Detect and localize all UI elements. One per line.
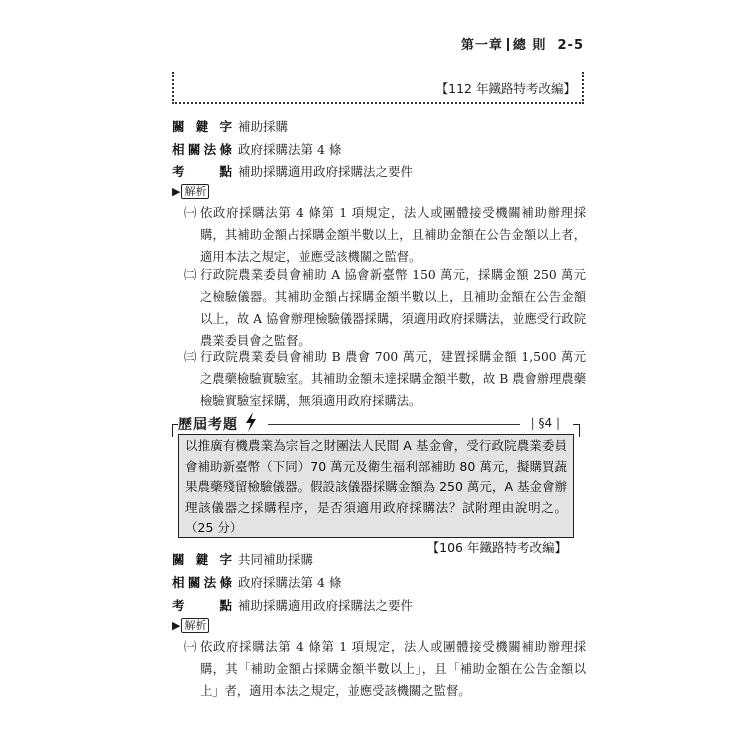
point-value: 補助採購適用政府採購法之要件: [238, 164, 414, 179]
point-row: [172, 596, 413, 614]
section-tag: | §4 |: [527, 416, 564, 430]
paragraph-text: 依政府採購法第 4 條第 1 項規定，法人或團體接受機關補助辦理採購，其「補助金額占採購金額半數以上」，且「補助金額在公告金額以上」者，適用本法之規定，並應受該機關之監督。: [200, 640, 586, 698]
triangle-icon: ▶: [172, 619, 181, 632]
keyword-row: [172, 550, 313, 568]
past-exam-title: 歷屆考題: [178, 414, 241, 434]
analysis-paragraph: [184, 264, 586, 352]
law-row: [172, 140, 341, 158]
law-value: 政府採購法第 4 條: [238, 142, 342, 157]
paragraph-text: 行政院農業委員會補助 B 農會 700 萬元，建置採購金額 1,500 萬元之農藥檢驗實驗室。其補助金額未達採購金額半數，故 B 農會辦理農藥檢驗實驗室採購，無須適用政府採購法。: [200, 350, 586, 408]
section-tag-text: §4: [538, 416, 553, 430]
analysis-heading: [172, 618, 209, 633]
analysis-paragraph: [184, 202, 586, 268]
previous-exam-box: [172, 72, 584, 104]
paragraph-number: ㈡: [184, 268, 197, 282]
frame-corner: [573, 424, 580, 437]
law-value: 政府採購法第 4 條: [238, 575, 342, 590]
analysis-badge: 解析: [181, 184, 209, 199]
frame-top-rule: [268, 424, 520, 425]
chapter-label: 第一章: [460, 38, 503, 53]
section-label: 總 則: [512, 38, 547, 53]
paragraph-number: ㈢: [184, 350, 197, 364]
paragraph-text: 行政院農業委員會補助 A 協會新臺幣 150 萬元，採購金額 250 萬元之檢驗儀器。其補助金額占採購金額半數以上，且補助金額在公告金額以上，故 A 協會辦理檢驗儀器採購，須適用政府採購法，並應受行政院農業委員會之監督。: [200, 268, 586, 348]
law-label: 相關法條: [172, 142, 232, 157]
keyword-row: [172, 117, 288, 135]
analysis-paragraph: [184, 636, 586, 702]
previous-exam-source: 【112 年鐵路特考改編】: [435, 81, 576, 96]
law-label: 相關法條: [172, 575, 232, 590]
paragraph-number: ㈠: [184, 640, 197, 654]
exam-question-text: 以推廣有機農業為宗旨之財團法人民間 A 基金會，受行政院農業委員會補助新臺幣（下同）70 萬元及衛生福利部補助 80 萬元，擬購買蔬果農藥殘留檢驗儀器。假設該儀器採購金額為 250 萬元，A 基金會辦理該儀器之採購程序，是否須適用政府採購法？試附理由說明之。（25 分）: [185, 438, 567, 535]
point-label: 考 點: [172, 164, 232, 179]
paragraph-text: 依政府採購法第 4 條第 1 項規定，法人或團體接受機關補助辦理採購，其補助金額占採購金額半數以上，且補助金額在公告金額以上者，適用本法之規定，並應受該機關之監督。: [200, 206, 586, 264]
keyword-label: 關鍵字: [172, 119, 232, 134]
page-header: [461, 34, 584, 53]
exam-question-panel: [178, 434, 574, 555]
exam-question-source: 【106 年鐵路特考改編】: [426, 539, 567, 555]
keyword-value: 共同補助採購: [238, 552, 314, 567]
analysis-heading: [172, 184, 209, 199]
past-exam-box: [172, 414, 580, 555]
header-divider: [507, 38, 509, 51]
keyword-value: 補助採購: [238, 119, 289, 134]
analysis-badge: 解析: [181, 618, 209, 633]
page-number: 2-5: [557, 38, 584, 53]
point-row: [172, 162, 413, 180]
point-value: 補助採購適用政府採購法之要件: [238, 598, 414, 613]
keyword-label: 關鍵字: [172, 552, 232, 567]
point-label: 考 點: [172, 598, 232, 613]
lightning-icon: [244, 412, 258, 432]
triangle-icon: ▶: [172, 185, 181, 198]
analysis-paragraph: [184, 346, 586, 412]
paragraph-number: ㈠: [184, 206, 197, 220]
law-row: [172, 573, 341, 591]
